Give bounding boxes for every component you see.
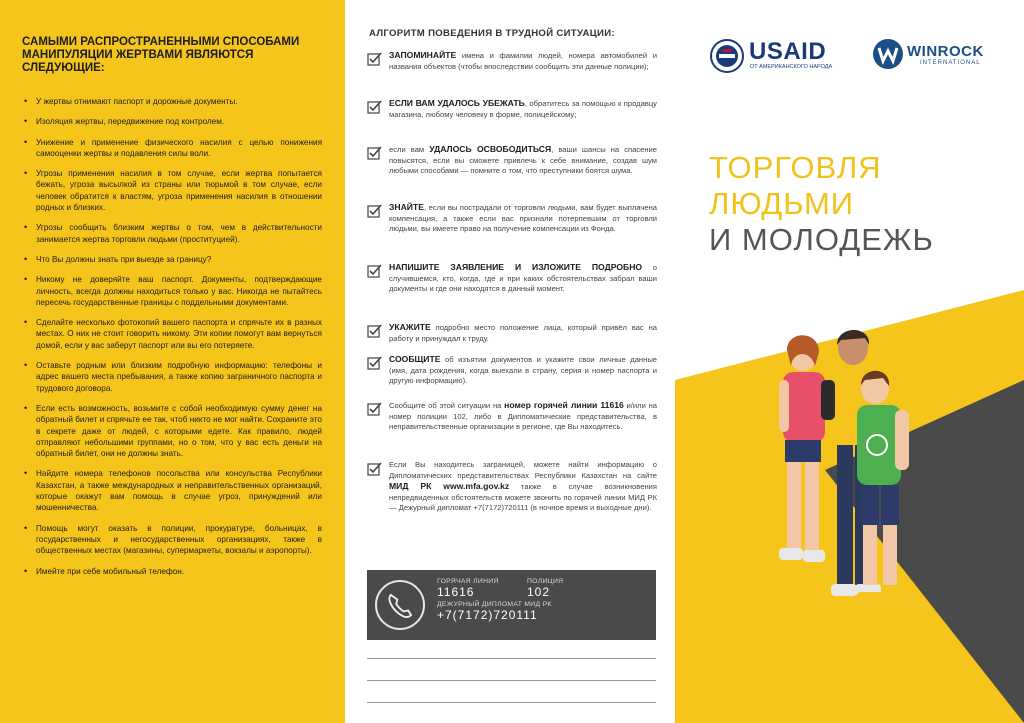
checkbox-icon [367, 99, 383, 115]
step-item [367, 144, 657, 177]
hotline-label: ГОРЯЧАЯ ЛИНИЯ [437, 578, 499, 585]
step-item [367, 98, 657, 120]
step-item [367, 50, 657, 72]
hotline-number: 11616 [437, 585, 475, 599]
step-text: ЕСЛИ ВАМ УДАЛОСЬ УБЕЖАТЬ, обратитесь за помощью к продавцу магазина, любому человеку в форме, полицейскому; [389, 98, 657, 119]
hotline-block [437, 578, 563, 622]
cover-title-line: И МОЛОДЕЖЬ [709, 222, 934, 257]
checkbox-icon [367, 355, 383, 371]
list-item: • Сделайте несколько фотокопий вашего паспорта и спрячьте их в разных местах. О них не стоит говорить никому. Эти копии помогут вам вернуться домой, если у вас заберут паспорт или вы его потеряете. [22, 317, 322, 351]
step-item [367, 202, 657, 235]
girl-figure [779, 335, 835, 562]
list-item: • Унижение и применение физического насилия с целью понижения самооценки жертвы и подавления силы воли. [22, 137, 322, 160]
diplomat-label: ДЕЖУРНЫЙ ДИПЛОМАТ МИД РК [437, 601, 552, 608]
list-item: • Угрозы применения насилия в том случае, если жертва попытается бежать, угроза высылкой из страны или тюрьмой в том случае, если человек обратится к властям, угроза применения насилия в отношении родных и близких. [22, 168, 322, 213]
middle-panel [345, 0, 675, 723]
police-number: 102 [527, 585, 551, 599]
list-item: • Если есть возможность, возьмите с собой необходимую сумму денег на обратный билет и спрячьте ее так, чтоб никто не мог найти. Сохраните это в секрете даже от людей, с которыми едете. Как правило, людей отправляют небольшими группами, но о том, что у вас есть деньги на обратный билет, они не должны знать. [22, 403, 322, 459]
step-text: УКАЖИТЕ подробно место положение лица, который привёл вас на работу и принуждал к труду. [389, 322, 657, 343]
youth-illustration [675, 0, 1024, 723]
manipulation-list [22, 96, 322, 586]
checkbox-icon [367, 263, 383, 279]
algorithm-title: АЛГОРИТМ ПОВЕДЕНИЯ В ТРУДНОЙ СИТУАЦИИ: [369, 28, 615, 39]
left-panel-title: САМЫМИ РАСПРОСТРАНЕННЫМИ СПОСОБАМИ МАНИПУЛЯЦИИ ЖЕРТВАМИ ЯВЛЯЮТСЯ СЛЕДУЮЩИЕ: [22, 36, 300, 74]
checkbox-icon [367, 401, 383, 417]
winrock-name: WINROCK [907, 43, 984, 60]
checkbox-icon [367, 145, 383, 161]
step-item [367, 400, 657, 433]
write-line [367, 702, 656, 703]
list-item: • Оставьте родным или близким подробную информацию: телефоны и адрес вашего места пребывания, а также копию заграничного паспорта и трудового договора. [22, 360, 322, 394]
cover-title-line: ТОРГОВЛЯ [709, 150, 882, 185]
list-item: • Никому не доверяйте ваш паспорт. Документы, подтверждающие личность, всегда должны находиться только у вас. Никогда не пытайтесь пересечь государственные границы с поддельными документами. [22, 274, 322, 308]
left-panel [0, 0, 345, 723]
step-text: ЗНАЙТЕ, если вы пострадали от торговли людьми, вам будет выплачена компенсация, а также если вас признали потерпевшим от торговли людьми, вы имеете право на получение компенсации из Фонда. [389, 202, 657, 234]
police-label: ПОЛИЦИЯ [527, 578, 564, 585]
list-item: • Помощь могут оказать в полиции, прокуратуре, больницах, в государственных и негосударственных организациях, также в общественных местах (магазины, супермаркеты, вокзалы и аэропорты). [22, 523, 322, 557]
step-text: если вам УДАЛОСЬ ОСВОБОДИТЬСЯ, ваши шансы на спасение повысятся, если вы сможете привлечь к себе внимание, создав шум любыми способами — помните о том, что преступники боятся шума. [389, 144, 658, 176]
usaid-name: USAID [749, 38, 827, 65]
checkbox-icon [367, 51, 383, 67]
list-item: • Найдите номера телефонов посольства или консульства Республики Казахстан, а также международных и неправительственных организаций, которые окажут вам помощь в случае угроз, принуждений или мошенничества. [22, 468, 322, 513]
step-item [367, 322, 657, 344]
hotline-box [367, 570, 656, 640]
checkbox-icon [367, 203, 383, 219]
boy-figure [857, 371, 909, 606]
step-text: СООБЩИТЕ об изъятии документов и укажите свои личные данные (имя, дата рождения, когда выехали в страну, серия и номер паспорта и другую информацию). [389, 354, 657, 386]
winrock-subtitle: INTERNATIONAL [920, 60, 981, 66]
checkbox-icon [367, 323, 383, 339]
cover-title-line: ЛЮДЬМИ [709, 186, 855, 221]
diplomat-number: +7(7172)720111 [437, 608, 538, 622]
step-text: ЗАПОМИНАЙТЕ имена и фамилии людей, номера автомобилей и названия объектов (чтобы впоследствии сообщить эти данные полиции); [389, 50, 657, 71]
write-line [367, 680, 656, 681]
list-item: • У жертвы отнимают паспорт и дорожные документы. [22, 96, 322, 107]
step-item [367, 354, 657, 387]
list-item: • Имейте при себе мобильный телефон. [22, 566, 322, 577]
step-text: НАПИШИТЕ ЗАЯВЛЕНИЕ И ИЗЛОЖИТЕ ПОДРОБНО о случившемся, кто, когда, где и при каких обстоятельствах забрал ваши документы и где они находятся в данный момент. [389, 262, 657, 294]
checkbox-icon [367, 461, 383, 477]
list-item: • Изоляция жертвы, передвижение под контролем. [22, 116, 322, 127]
usaid-subtitle: ОТ АМЕРИКАНСКОГО НАРОДА [750, 64, 833, 70]
left-panel-header [22, 36, 332, 75]
step-text: Сообщите об этой ситуации на номер горячей линии 11616 и/или на номер полиции 102, либо в Дипломатические представительства, в неправительственные организации в регионе, где Вы находитесь. [389, 400, 658, 432]
phone-icon [375, 580, 425, 630]
list-item: • Угрозы сообщить близким жертвы о том, чем в действительности занимается жертва торговли людьми (проституцией). [22, 222, 322, 245]
step-text: Если Вы находитесь заграницей, можете найти информацию о Дипломатических представительствах Республики Казахстан на сайте МИД РК www.mfa.gov.kz также в случае возникновения непредвиденных обстоятельств можете звонить по горячей линии МИД РК — Дежурный дипломат +7(7172)720111 (в ночное время и выходные дни). [389, 460, 657, 513]
cover-panel [675, 0, 1024, 723]
write-line [367, 658, 656, 659]
step-item [367, 262, 657, 295]
list-item: • Что Вы должны знать при выезде за границу? [22, 254, 322, 265]
step-item [367, 460, 657, 514]
